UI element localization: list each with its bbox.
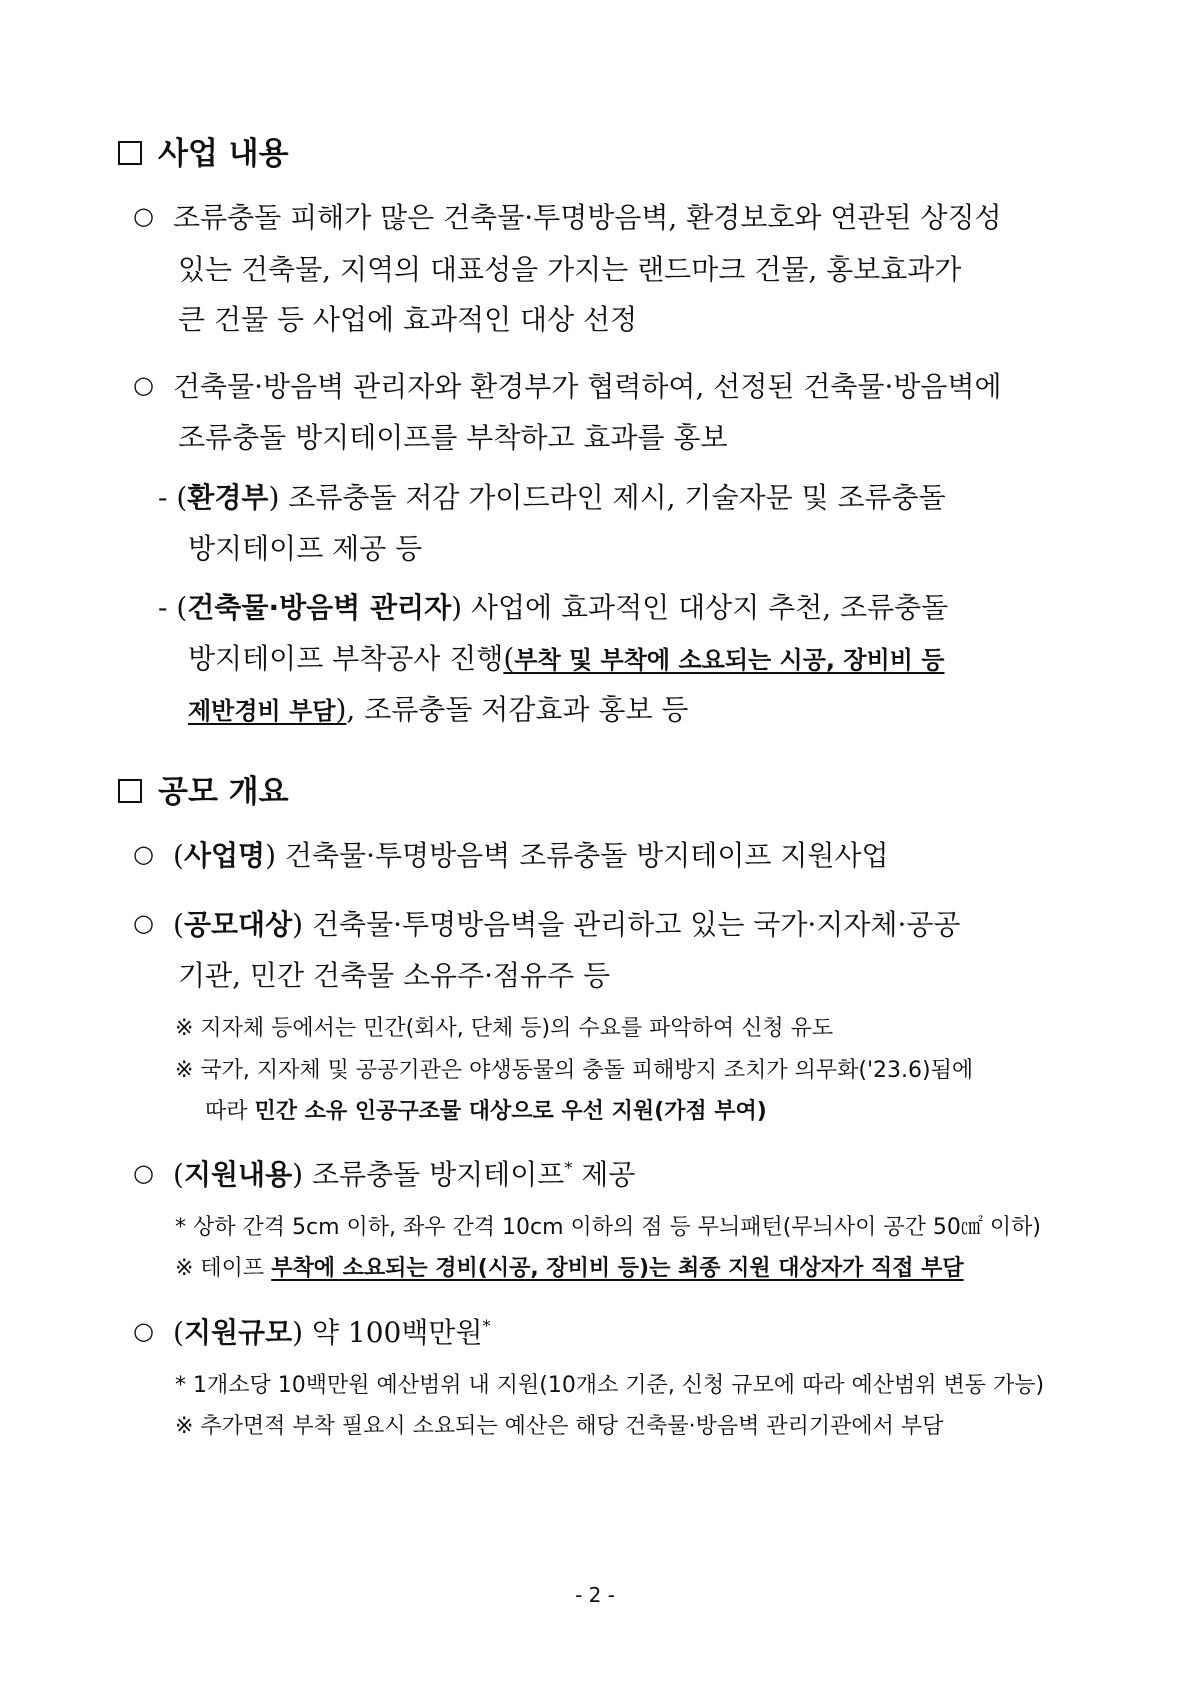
text-line: 있는 건축물, 지역의 대표성을 가지는 랜드마크 건물, 홍보효과가 [178, 253, 962, 286]
checkbox-square-icon [118, 779, 142, 803]
circle-bullet-icon: ○ [133, 909, 154, 937]
text-line: 제반경비 부담), 조류충돌 저감효과 홍보 등 [188, 693, 689, 726]
bullet-item-target-selection: ○ 조류충돌 피해가 많은 건축물·투명방음벽, 환경보호와 연관된 상징성 [133, 201, 1002, 234]
text-line: 기관, 민간 건축물 소유주·점유주 등 [178, 959, 611, 992]
dash-item-building-manager: - (건축물·방음벽 관리자) 사업에 효과적인 대상지 추천, 조류충돌 [158, 591, 949, 624]
bullet-item-cooperation: ○ 건축물·방음벽 관리자와 환경부가 협력하여, 선정된 건축물·방음벽에 [133, 370, 1002, 403]
text-line: 큰 건물 등 사업에 효과적인 대상 선정 [178, 303, 638, 336]
page-number: - 2 - [575, 1583, 615, 1607]
note-line: ※ 추가면적 부착 필요시 소요되는 예산은 해당 건축물·방음벽 관리기관에서 부담 [175, 1414, 944, 1439]
bullet-item-support-content: ○ (지원내용) 조류충돌 방지테이프* 제공 [133, 1158, 636, 1191]
bullet-item-support-scale: ○ (지원규모) 약 100백만원* [133, 1316, 491, 1349]
circle-bullet-icon: ○ [133, 371, 154, 399]
footnote-line: * 1개소당 10백만원 예산범위 내 지원(10개소 기준, 신청 규모에 따라 예산범위 변동 가능) [175, 1373, 1045, 1398]
circle-bullet-icon: ○ [133, 202, 154, 230]
circle-bullet-icon: ○ [133, 840, 154, 868]
footnote-line: * 상하 간격 5cm 이하, 좌우 간격 10cm 이하의 점 등 무늬패턴(무늬사이 공간 50㎠ 이하) [175, 1215, 1041, 1240]
bullet-item-project-name: ○ (사업명) 건축물·투명방음벽 조류충돌 방지테이프 지원사업 [133, 839, 889, 872]
text-line: 방지테이프 제공 등 [188, 532, 423, 565]
text-line: 방지테이프 부착공사 진행(부착 및 부착에 소요되는 시공, 장비비 등 [188, 642, 945, 675]
section-heading-business-content: 사업 내용 [118, 128, 289, 173]
note-line: ※ 국가, 지자체 및 공공기관은 야생동물의 충돌 피해방지 조치가 의무화('23.6)됨에 [175, 1058, 974, 1083]
section-heading-contest-overview: 공모 개요 [118, 766, 289, 811]
note-line: 따라 민간 소유 인공구조물 대상으로 우선 지원(가점 부여) [205, 1099, 767, 1124]
checkbox-square-icon [118, 141, 142, 165]
note-line: ※ 지자체 등에서는 민간(회사, 단체 등)의 수요를 파악하여 신청 유도 [175, 1016, 834, 1041]
circle-bullet-icon: ○ [133, 1159, 154, 1187]
circle-bullet-icon: ○ [133, 1317, 154, 1345]
bullet-item-contest-target: ○ (공모대상) 건축물·투명방음벽을 관리하고 있는 국가·지자체·공공 [133, 908, 961, 941]
dash-item-ministry-of-environment: - (환경부) 조류충돌 저감 가이드라인 제시, 기술자문 및 조류충돌 [158, 481, 946, 514]
note-line: ※ 테이프 부착에 소요되는 경비(시공, 장비비 등)는 최종 지원 대상자가 직접 부담 [175, 1256, 964, 1281]
text-line: 조류충돌 방지테이프를 부착하고 효과를 홍보 [178, 421, 728, 454]
